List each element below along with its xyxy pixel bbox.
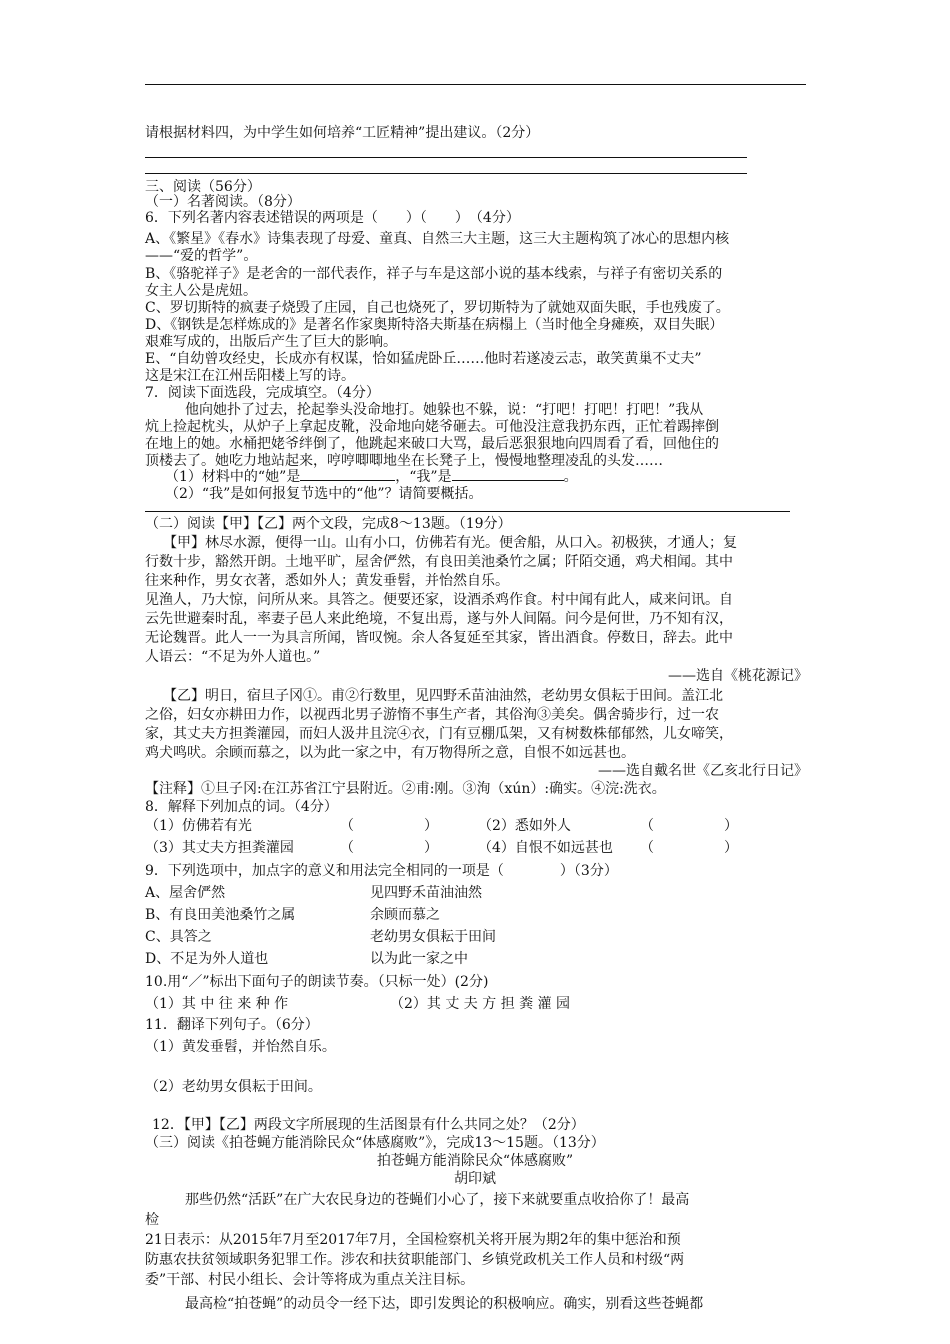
answer-line-2: [145, 173, 747, 174]
q6-option-b: B、《骆驼祥子》是老舍的一部代表作，祥子与车是这部小说的基本线索，与祥子有密切关系的: [145, 266, 723, 282]
q9-option-c: C、具答之: [145, 929, 212, 945]
q10-sentence-2: （2）其 丈 夫 方 担 粪 灌 园: [390, 996, 571, 1012]
q7-stem: 7．阅读下面选段，完成填空。（4分）: [145, 385, 380, 401]
q8-answer-2[interactable]: （ ）: [640, 818, 738, 834]
q9-option-a-compare: 见四野禾苗油油然: [370, 885, 482, 901]
answer-line-3: [145, 511, 790, 512]
part2-title: （二）阅读【甲】【乙】两个文段，完成8～13题。（19分）: [145, 516, 512, 532]
yi-line: 【乙】明日，宿旦子冈①。甫②行数里，见四野禾苗油油然，老幼男女俱耘于田间。盖江北: [163, 688, 723, 704]
yi-source: ——选自戴名世《乙亥北行日记》: [598, 763, 808, 779]
jia-line: 往来种作，男女衣著，悉如外人；黄发垂髫，并怡然自乐。: [145, 573, 509, 589]
article-line: 最高检“拍苍蝇”的动员令一经下达，即引发舆论的积极响应。确实，别看这些苍蝇都: [185, 1296, 704, 1312]
q10-stem: 10.用“／”标出下面句子的朗读节奏。（只标一处）(2分): [145, 974, 489, 990]
part3-title: （三）阅读《拍苍蝇方能消除民众“体感腐败”》，完成13～15题。（13分）: [145, 1135, 605, 1151]
q8-item-1: （1）仿佛若有光: [145, 818, 252, 834]
article-line: 那些仍然“活跃”在广大农民身边的苍蝇们小心了，接下来就要重点收拾你了！最高: [185, 1192, 690, 1208]
q6-stem: 6．下列名著内容表述错误的两项是（ ）（ ） （4分）: [145, 210, 520, 226]
answer-line-1: [145, 157, 747, 158]
jia-line: 行数十步，豁然开朗。土地平旷，屋舍俨然，有良田美池桑竹之属；阡陌交通，鸡犬相闻。其中: [145, 554, 733, 570]
q9-option-d-compare: 以为此一家之中: [370, 951, 468, 967]
q11-sentence-1: （1）黄发垂髫，并怡然自乐。: [145, 1039, 336, 1055]
q8-item-3: （3）其丈夫方担粪灌园: [145, 840, 294, 856]
article-author: 胡印斌: [454, 1171, 496, 1187]
q6-option-d-cont: 艰难写成的，出版后产生了巨大的影响。: [145, 334, 397, 350]
answer-blank-her[interactable]: [300, 466, 395, 481]
article-line: 委”干部、村民小组长、会计等将成为重点关注目标。: [145, 1272, 475, 1288]
q6-option-a: A、《繁星》《春水》诗集表现了母爱、童真、自然三大主题，这三大主题构筑了冰心的思想内核: [145, 231, 730, 247]
q7-sub1-mid: ，“我”是: [395, 469, 452, 485]
q8-answer-1[interactable]: （ ）: [340, 818, 438, 834]
q11-sentence-2: （2）老幼男女俱耘于田间。: [145, 1079, 322, 1095]
q7-passage-line: 在地上的她。水桶把姥爷绊倒了，他跳起来破口大骂，最后恶狠狠地向四周看了看，回他住的: [145, 436, 719, 452]
article-line: 防惠农扶贫领域职务犯罪工作。涉农和扶贫职能部门、乡镇党政机关工作人员和村级“两: [145, 1252, 685, 1268]
article-title: 拍苍蝇方能消除民众“体感腐败”: [376, 1153, 574, 1169]
jia-line: 无论魏晋。此人一一为具言所闻，皆叹惋。余人各复延至其家，皆出酒食。停数日，辞去。此中: [145, 630, 733, 646]
q7-passage-line: 炕上捡起枕头，从炉子上拿起皮靴，没命地向姥爷砸去。可他没注意我扔东西，正忙着踢摔倒: [145, 419, 719, 435]
article-line: 检: [145, 1212, 159, 1228]
q7-sub2: （2）“我”是如何报复节选中的“他”？请简要概括。: [165, 486, 483, 502]
yi-line: 家，其丈夫方担粪灌园，而妇人汲井且浣④衣，门有豆棚瓜架，又有树数株郁郁然，儿女啼笑，: [145, 726, 733, 742]
part1-title: （一）名著阅读。（8分）: [145, 194, 301, 210]
q9-stem: 9．下列选项中，加点字的意义和用法完全相同的一项是（ ）（3分）: [145, 863, 618, 879]
jia-line: 人语云：“不足为外人道也。”: [145, 649, 321, 665]
q8-item-4: （4）自恨不如远甚也: [478, 840, 613, 856]
q6-option-a-cont: ——“爱的哲学”。: [145, 248, 258, 264]
jia-line: 云先世避秦时乱，率妻子邑人来此绝境，不复出焉，遂与外人间隔。问今是何世，乃不知有汉，: [145, 611, 733, 627]
q8-item-2: （2）悉如外人: [478, 818, 571, 834]
q9-option-c-compare: 老幼男女俱耘于田间: [370, 929, 496, 945]
article-line: 21日表示：从2015年7月至2017年7月，全国检察机关将开展为期2年的集中惩治和预: [145, 1232, 681, 1248]
q6-option-e-cont: 这是宋江在江州岳阳楼上写的诗。: [145, 368, 355, 384]
q6-option-e: E、“自幼曾攻经史，长成亦有权谋，恰如猛虎卧丘……他时若遂凌云志，敢笑黄巢不丈夫”: [145, 351, 702, 367]
jia-source: ——选自《桃花源记》: [668, 668, 808, 684]
q9-option-d: D、不足为外人道也: [145, 951, 269, 967]
section-title: 三、阅读（56分）: [145, 179, 261, 195]
q12-stem: 12．【甲】【乙】两段文字所展现的生活图景有什么共同之处？（2分）: [152, 1117, 585, 1133]
jia-line: 见渔人，乃大惊，问所从来。具答之。便要还家，设酒杀鸡作食。村中闻有此人，咸来问讯。自: [145, 592, 733, 608]
answer-blank-me[interactable]: [452, 466, 564, 481]
top-divider: [145, 84, 806, 85]
q8-stem: 8．解释下列加点的词。（4分）: [145, 799, 338, 815]
yi-line: 之俗，妇女亦耕田力作，以视西北男子游惰不事生产者，其俗洵③美矣。偶舍骑步行，过一农: [145, 707, 719, 723]
q8-answer-4[interactable]: （ ）: [640, 840, 738, 856]
q7-sub1-label: （1）材料中的“她”是: [165, 469, 301, 485]
q5-prompt: 请根据材料四，为中学生如何培养“工匠精神”提出建议。（2分）: [145, 125, 540, 141]
q9-option-b-compare: 余顾而慕之: [370, 907, 440, 923]
q7-passage-line: 他向她扑了过去，抡起拳头没命地打。她躲也不躲，说：“打吧！打吧！打吧！”我从: [185, 402, 704, 418]
yi-line: 鸡犬鸣吠。余顾而慕之，以为此一家之中，有万物得所之意，自恨不如远甚也。: [145, 745, 635, 761]
q7-passage-line: 顶楼去了。她吃力地站起来，哼哼唧唧地坐在长凳子上，慢慢地整理凌乱的头发……: [145, 453, 663, 469]
q9-option-b: B、有良田美池桑竹之属: [145, 907, 296, 923]
q11-stem: 11．翻译下列句子。（6分）: [145, 1017, 319, 1033]
q10-sentence-1: （1）其 中 往 来 种 作: [145, 996, 289, 1012]
q9-option-a: A、屋舍俨然: [145, 885, 226, 901]
yi-annotation: 【注释】①旦子冈:在江苏省江宁县附近。②甫:刚。③洵（xún）:确实。④浣:洗衣。: [145, 781, 666, 797]
q6-option-d: D、《钢铁是怎样炼成的》是著名作家奥斯特洛夫斯基在病榻上（当时他全身瘫痪，双目失眠）: [145, 317, 724, 333]
q8-answer-3[interactable]: （ ）: [340, 840, 438, 856]
q7-sub1-end: 。: [563, 469, 578, 485]
q6-option-c: C、罗切斯特的疯妻子烧毁了庄园，自己也烧死了，罗切斯特为了就她双面失眠，手也残废了。: [145, 300, 730, 316]
jia-line: 【甲】林尽水源，便得一山。山有小口，仿佛若有光。便舍船，从口入。初极狭，才通人；复: [163, 535, 737, 551]
q6-option-b-cont: 女主人公是虎妞。: [145, 283, 257, 299]
